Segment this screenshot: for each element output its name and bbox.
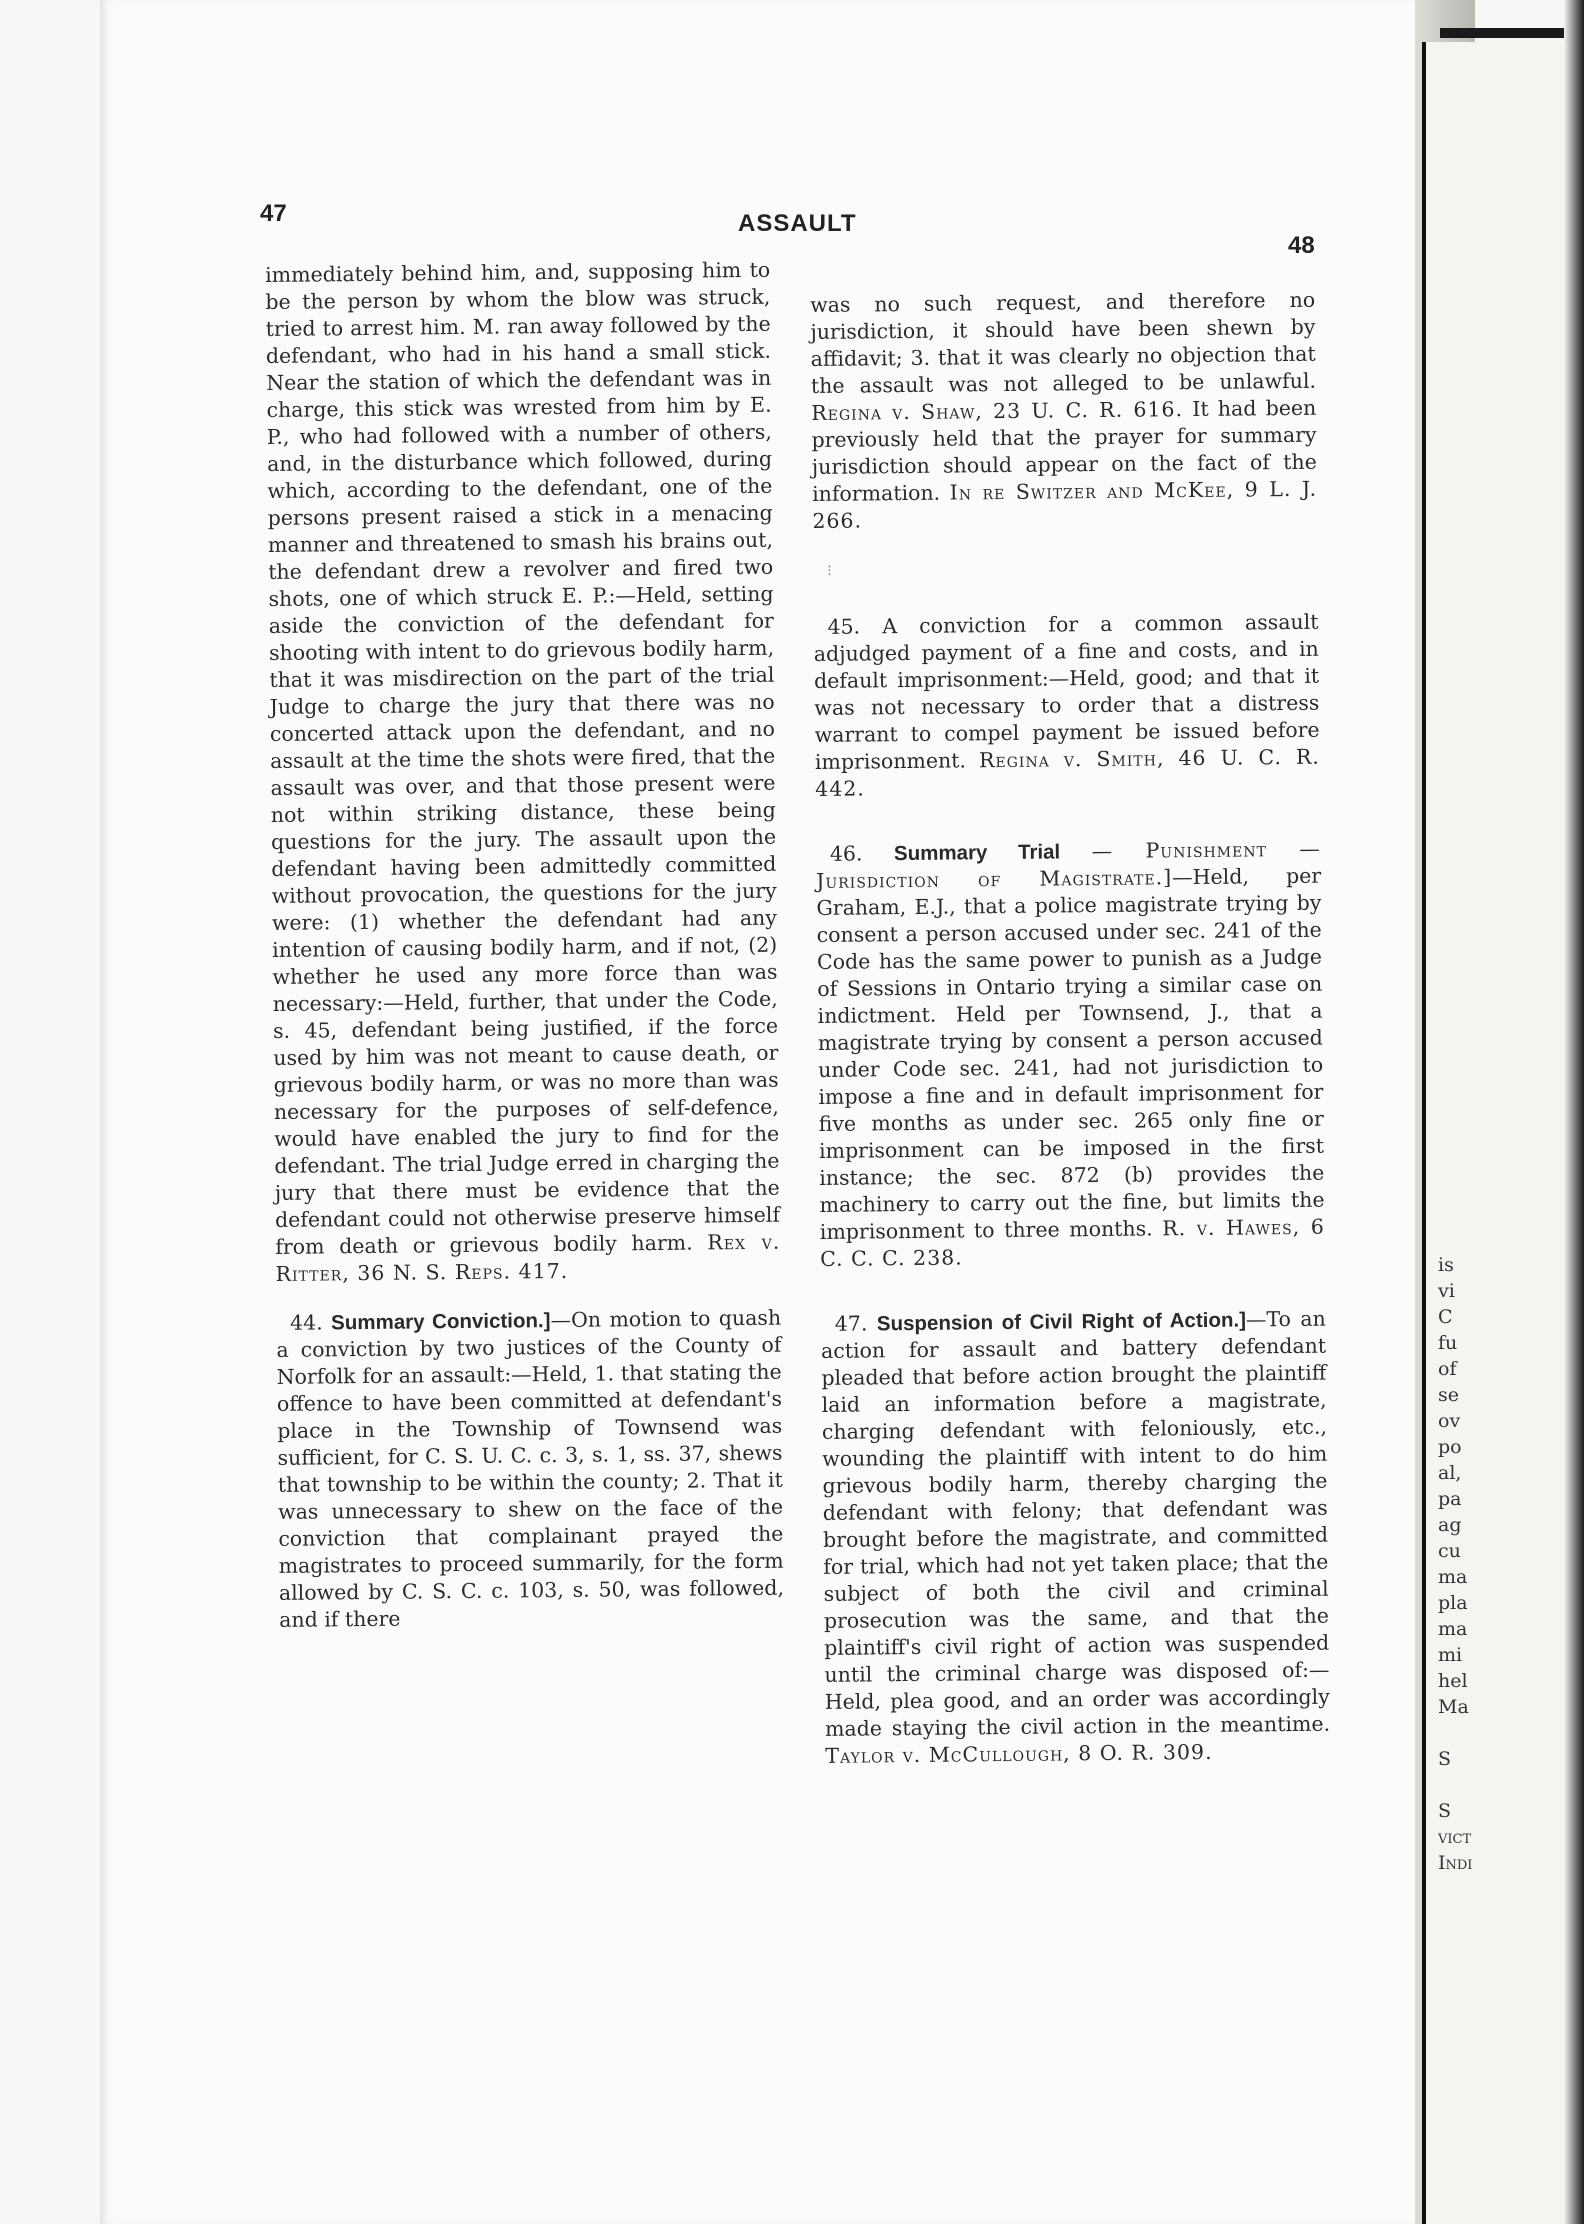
text-fragment: pa bbox=[1438, 1488, 1462, 1510]
page-number-left: 47 bbox=[260, 200, 287, 227]
page-shadow bbox=[1564, 0, 1584, 2224]
text-fragment: po bbox=[1438, 1436, 1462, 1458]
paragraph-47 bbox=[821, 1306, 1331, 1770]
text-fragment: pla bbox=[1438, 1592, 1468, 1614]
paragraph-text: —To an action for assault and battery defendant pleaded that before action brought the plaintiff laid an information before a magistrate, charging defendant with feloniously, etc., wounding the plaintiff with intent to do him grievous bodily harm, thereby charging the defendant with felony; that defendant was brought before the magistrate, and committed for trial, which had not yet taken place; that the subject of both the civil and criminal prosecution was the same, and that the plaintiff's civil right of action was suspended until the criminal charge was disposed of:—Held, plea good, and an order was accordingly made staying the civil action in the meantime. bbox=[820, 1306, 1331, 1741]
paragraph-46 bbox=[816, 836, 1325, 1273]
facing-page bbox=[1422, 42, 1584, 2224]
paragraph-text: was no such request, and therefore no jurisdiction, it should have been shewn by affidavit; 3. that it was clearly no objection that the assault was not alleged to be unlawful. bbox=[810, 287, 1317, 398]
facing-page-text bbox=[1438, 1252, 1472, 1876]
text-fragment: of bbox=[1438, 1358, 1457, 1380]
text-fragment: Ma bbox=[1438, 1696, 1469, 1718]
left-column bbox=[265, 257, 785, 1656]
text-fragment: ag bbox=[1438, 1514, 1462, 1536]
text-fragment: ov bbox=[1438, 1410, 1461, 1432]
spacer bbox=[1438, 1720, 1472, 1746]
text-fragment: S bbox=[1438, 1748, 1452, 1770]
paragraph-number: 44. bbox=[289, 1310, 323, 1335]
case-citation: Rex v. Ritter, 36 N. S. Reps. 417. bbox=[275, 1229, 781, 1286]
text-fragment: se bbox=[1438, 1384, 1459, 1406]
paragraph-text: It had been previously held that the prayer for summary jurisdiction should appear on the fact of the information. bbox=[811, 395, 1317, 506]
text-fragment: ma bbox=[1438, 1618, 1468, 1640]
paragraph-45 bbox=[813, 609, 1320, 803]
running-head: ASSAULT bbox=[738, 210, 857, 237]
text-fragment: Indi bbox=[1438, 1852, 1473, 1874]
text-fragment: cu bbox=[1438, 1540, 1461, 1562]
page-number-right: 48 bbox=[1288, 232, 1315, 259]
text-fragment: al, bbox=[1438, 1462, 1462, 1484]
text-fragment: vi bbox=[1438, 1280, 1455, 1302]
text-fragment: vict bbox=[1438, 1826, 1472, 1848]
paragraph-heading: Summary Conviction.] bbox=[330, 1309, 551, 1335]
paragraph-subheading: — Punishment — Jurisdiction of Magistrate.] bbox=[816, 836, 1321, 893]
paragraph-text: —On motion to quash a conviction by two justices of the County of Norfolk for an assault:—Held, 1. that stating the offence to have been committed at defendant's place in the Township of Townsend was sufficient, for C. S. U. C. c. 3, s. 1, ss. 37, shews that township to be within the county; 2. That it was unnecessary to shew on the face of the conviction that complainant prayed the magistrates to proceed summarily, for the form allowed by C. S. C. c. 103, s. 50, was followed, and if there bbox=[276, 1305, 785, 1632]
paragraph-continued bbox=[265, 257, 781, 1288]
case-citation: Regina v. Smith, 46 U. C. R. 442. bbox=[815, 744, 1321, 801]
left-page bbox=[100, 0, 1415, 2224]
text-fragment: C bbox=[1438, 1306, 1453, 1328]
facing-page-edge bbox=[1440, 28, 1584, 38]
right-column bbox=[810, 287, 1331, 1792]
text-fragment: S bbox=[1438, 1800, 1452, 1822]
paragraph-text: immediately behind him, and, supposing him to be the person by whom the blow was struck, tried to arrest him. M. ran away followed by the defendant, who had in his hand a small stick. Near the station of which the defendant was in charge, this stick was wrested from him by E. P., who had followed with a number of others, and, in the disturbance which followed, during which, according to the defendant, one of the persons present raised a stick in a menacing manner and threatened to smash his brains out, the defendant drew a revolver and fired two shots, one of which struck E. P.:—Held, setting aside the conviction of the defendant for shooting with intent to do grievous bodily harm, that it was misdirection on the part of the trial Judge to charge the jury that there was no concerted attack upon the defendant, and no assault at the time the shots were fired, that the assault was over, and that those present were not within striking distance, these being questions for the jury. The assault upon the defendant having been admittedly committed without provocation, the questions for the jury were: (1) whether the defendant had any intention of causing bodily harm, and if not, (2) whether he used any more force than was necessary:—Held, further, that under the Code, s. 45, defendant being justified, if the force used by him was not meant to cause death, or grievous bodily harm, or was no more than was necessary for the purposes of self-defence, would have enabled the jury to find for the defendant. The trial Judge erred in charging the jury that there must be evidence that the defendant could not otherwise preserve himself from death or grievous bodily harm. bbox=[265, 257, 781, 1259]
case-citation: R. v. Hawes, 6 C. C. C. 238. bbox=[820, 1214, 1325, 1271]
paragraph-44 bbox=[276, 1305, 784, 1634]
case-citation: Taylor v. McCullough, 8 O. R. 309. bbox=[825, 1739, 1213, 1768]
paragraph-heading: Suspension of Civil Right of Action.] bbox=[876, 1308, 1247, 1336]
spacer bbox=[1438, 1772, 1472, 1798]
paragraph-44-continued bbox=[810, 287, 1318, 535]
text-fragment: mi bbox=[1438, 1644, 1463, 1666]
paragraph-number: 45. bbox=[827, 614, 861, 639]
case-citation: Regina v. Shaw, 23 U. C. R. 616. bbox=[811, 397, 1184, 425]
text-fragment: is bbox=[1438, 1254, 1454, 1276]
stray-mark: ⁝ bbox=[826, 560, 833, 580]
paragraph-number: 46. bbox=[829, 841, 863, 866]
text-fragment: ma bbox=[1438, 1566, 1468, 1588]
text-fragment: hel bbox=[1438, 1670, 1468, 1692]
paragraph-text: —Held, per Graham, E.J., that a police magistrate trying by consent a person accused under sec. 241 of the Code has the same power to punish as a Judge of Sessions in Ontario trying a similar case on indictment. Held per Townsend, J., that a magistrate trying by consent a person accused under Code sec. 241, had not jurisdiction to impose a fine and in default imprisonment for five months as under sec. 265 only fine or imprisonment can be imposed in the first instance; the sec. 872 (b) provides the machinery to carry out the fine, but limits the imprisonment to three months. bbox=[816, 863, 1325, 1244]
text-fragment: fu bbox=[1438, 1332, 1458, 1354]
paragraph-number: 47. bbox=[834, 1311, 868, 1336]
paragraph-text: A conviction for a common assault adjudged payment of a fine and costs, and in default imprisonment:—Held, good; and that it was not necessary to order that a distress warrant to compel payment be issued before imprisonment. bbox=[813, 609, 1320, 774]
case-citation: In re Switzer and McKee, 9 L. J. 266. bbox=[812, 476, 1318, 533]
paragraph-heading: Summary Trial bbox=[893, 840, 1061, 866]
